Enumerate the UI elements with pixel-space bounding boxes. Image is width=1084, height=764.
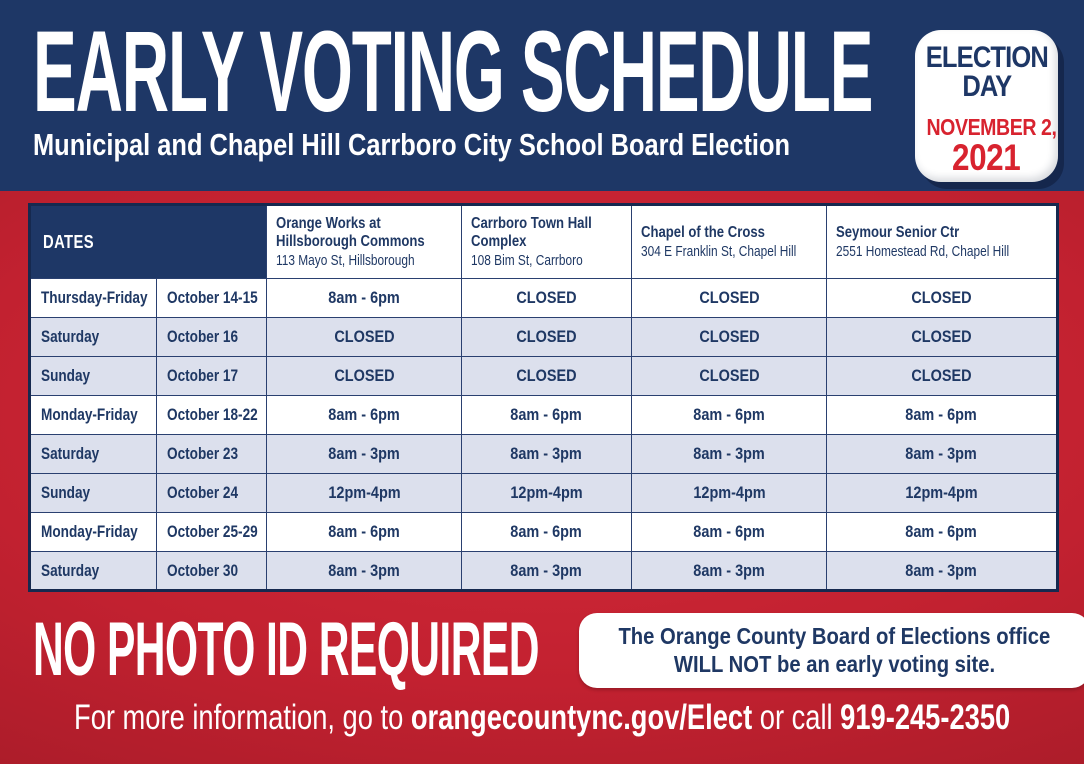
badge-date-text: NOVEMBER 2,	[926, 113, 1057, 140]
badge-date-line	[915, 115, 1058, 139]
location-header-chapel-of-the-cross	[632, 205, 827, 279]
schedule-body	[30, 279, 1058, 591]
date-cell: October 24	[157, 474, 267, 513]
day-cell: Saturday	[30, 552, 157, 591]
table-row	[30, 279, 1058, 318]
notice-line-1: The Orange County Board of Elections office	[618, 623, 1051, 649]
time-cell: CLOSED	[632, 279, 827, 318]
time-cell: CLOSED	[827, 318, 1058, 357]
header-banner	[0, 0, 1084, 191]
date-cell: October 17	[157, 357, 267, 396]
time-cell: CLOSED	[462, 279, 632, 318]
time-cell: CLOSED	[632, 357, 827, 396]
date-cell: October 18-22	[157, 396, 267, 435]
date-cell: October 16	[157, 318, 267, 357]
date-cell: October 30	[157, 552, 267, 591]
time-cell: 8am - 3pm	[827, 435, 1058, 474]
badge-day-label	[915, 70, 1058, 104]
location-name: Seymour Senior Ctr	[836, 223, 960, 241]
day-cell: Sunday	[30, 474, 157, 513]
table-row	[30, 513, 1058, 552]
schedule-table-wrap	[28, 203, 1056, 592]
time-cell: CLOSED	[827, 279, 1058, 318]
time-cell: 8am - 3pm	[462, 552, 632, 591]
table-row	[30, 474, 1058, 513]
day-cell: Monday-Friday	[30, 396, 157, 435]
time-cell: 8am - 6pm	[267, 396, 462, 435]
date-cell: October 25-29	[157, 513, 267, 552]
footer-row	[33, 607, 1054, 693]
table-row	[30, 318, 1058, 357]
schedule-table-header	[30, 205, 1058, 279]
no-photo-id-text: NO PHOTO ID REQUIRED	[33, 607, 539, 693]
schedule-table	[28, 203, 1059, 592]
page-title: EARLY VOTING SCHEDULE	[33, 8, 873, 136]
table-row	[30, 435, 1058, 474]
location-header-seymour-senior-ctr	[827, 205, 1058, 279]
red-band	[0, 191, 1084, 764]
location-name: Carrboro Town Hall Complex	[471, 214, 592, 250]
day-cell: Sunday	[30, 357, 157, 396]
badge-election-label	[915, 43, 1058, 72]
election-day-badge	[915, 30, 1058, 182]
badge-year-text: 2021	[952, 136, 1021, 178]
info-line-text	[74, 699, 1010, 738]
time-cell: CLOSED	[632, 318, 827, 357]
time-cell: 12pm-4pm	[267, 474, 462, 513]
location-header-orange-works	[267, 205, 462, 279]
info-phone: 919-245-2350	[840, 698, 1011, 738]
time-cell: CLOSED	[827, 357, 1058, 396]
time-cell: 8am - 6pm	[827, 513, 1058, 552]
time-cell: 8am - 3pm	[827, 552, 1058, 591]
date-cell: October 14-15	[157, 279, 267, 318]
table-row	[30, 396, 1058, 435]
time-cell: 8am - 3pm	[462, 435, 632, 474]
date-cell: October 23	[157, 435, 267, 474]
info-line	[0, 699, 1084, 738]
table-row	[30, 357, 1058, 396]
time-cell: 8am - 3pm	[267, 435, 462, 474]
time-cell: 8am - 6pm	[267, 279, 462, 318]
notice-line-2: WILL NOT be an early voting site.	[673, 651, 996, 678]
info-url: orangecountync.gov/Elect	[410, 698, 753, 738]
time-cell: CLOSED	[462, 357, 632, 396]
header-row	[30, 205, 1058, 279]
location-address: 2551 Homestead Rd, Chapel Hill	[836, 243, 1010, 260]
day-cell: Saturday	[30, 318, 157, 357]
time-cell: 8am - 3pm	[632, 435, 827, 474]
time-cell: 8am - 6pm	[462, 513, 632, 552]
info-middle: or call	[752, 698, 841, 738]
time-cell: 12pm-4pm	[462, 474, 632, 513]
page-subtitle: Municipal and Chapel Hill Carrboro City School Board Election	[33, 127, 791, 163]
dates-header-cell	[30, 205, 267, 279]
info-prefix: For more information, go to	[73, 698, 411, 738]
location-header-carrboro-town-hall	[462, 205, 632, 279]
day-cell: Monday-Friday	[30, 513, 157, 552]
time-cell: CLOSED	[267, 357, 462, 396]
badge-day-text: DAY	[962, 70, 1011, 104]
day-cell: Thursday-Friday	[30, 279, 157, 318]
time-cell: 12pm-4pm	[827, 474, 1058, 513]
time-cell: CLOSED	[462, 318, 632, 357]
no-photo-id-headline	[33, 607, 565, 693]
time-cell: 8am - 6pm	[632, 513, 827, 552]
location-address: 304 E Franklin St, Chapel Hill	[641, 243, 797, 260]
boe-notice-box	[579, 613, 1084, 688]
location-address: 108 Bim St, Carrboro	[471, 252, 583, 269]
time-cell: 8am - 6pm	[462, 396, 632, 435]
time-cell: 8am - 6pm	[632, 396, 827, 435]
time-cell: 8am - 3pm	[267, 552, 462, 591]
badge-election-text: ELECTION	[925, 41, 1048, 74]
time-cell: 12pm-4pm	[632, 474, 827, 513]
time-cell: CLOSED	[267, 318, 462, 357]
time-cell: 8am - 3pm	[632, 552, 827, 591]
dates-header-label: DATES	[43, 231, 94, 252]
time-cell: 8am - 6pm	[267, 513, 462, 552]
day-cell: Saturday	[30, 435, 157, 474]
badge-year	[915, 136, 1058, 178]
location-name: Orange Works at Hillsborough Commons	[276, 214, 425, 250]
location-address: 113 Mayo St, Hillsborough	[276, 252, 415, 269]
table-row	[30, 552, 1058, 591]
location-name: Chapel of the Cross	[641, 223, 765, 241]
time-cell: 8am - 6pm	[827, 396, 1058, 435]
